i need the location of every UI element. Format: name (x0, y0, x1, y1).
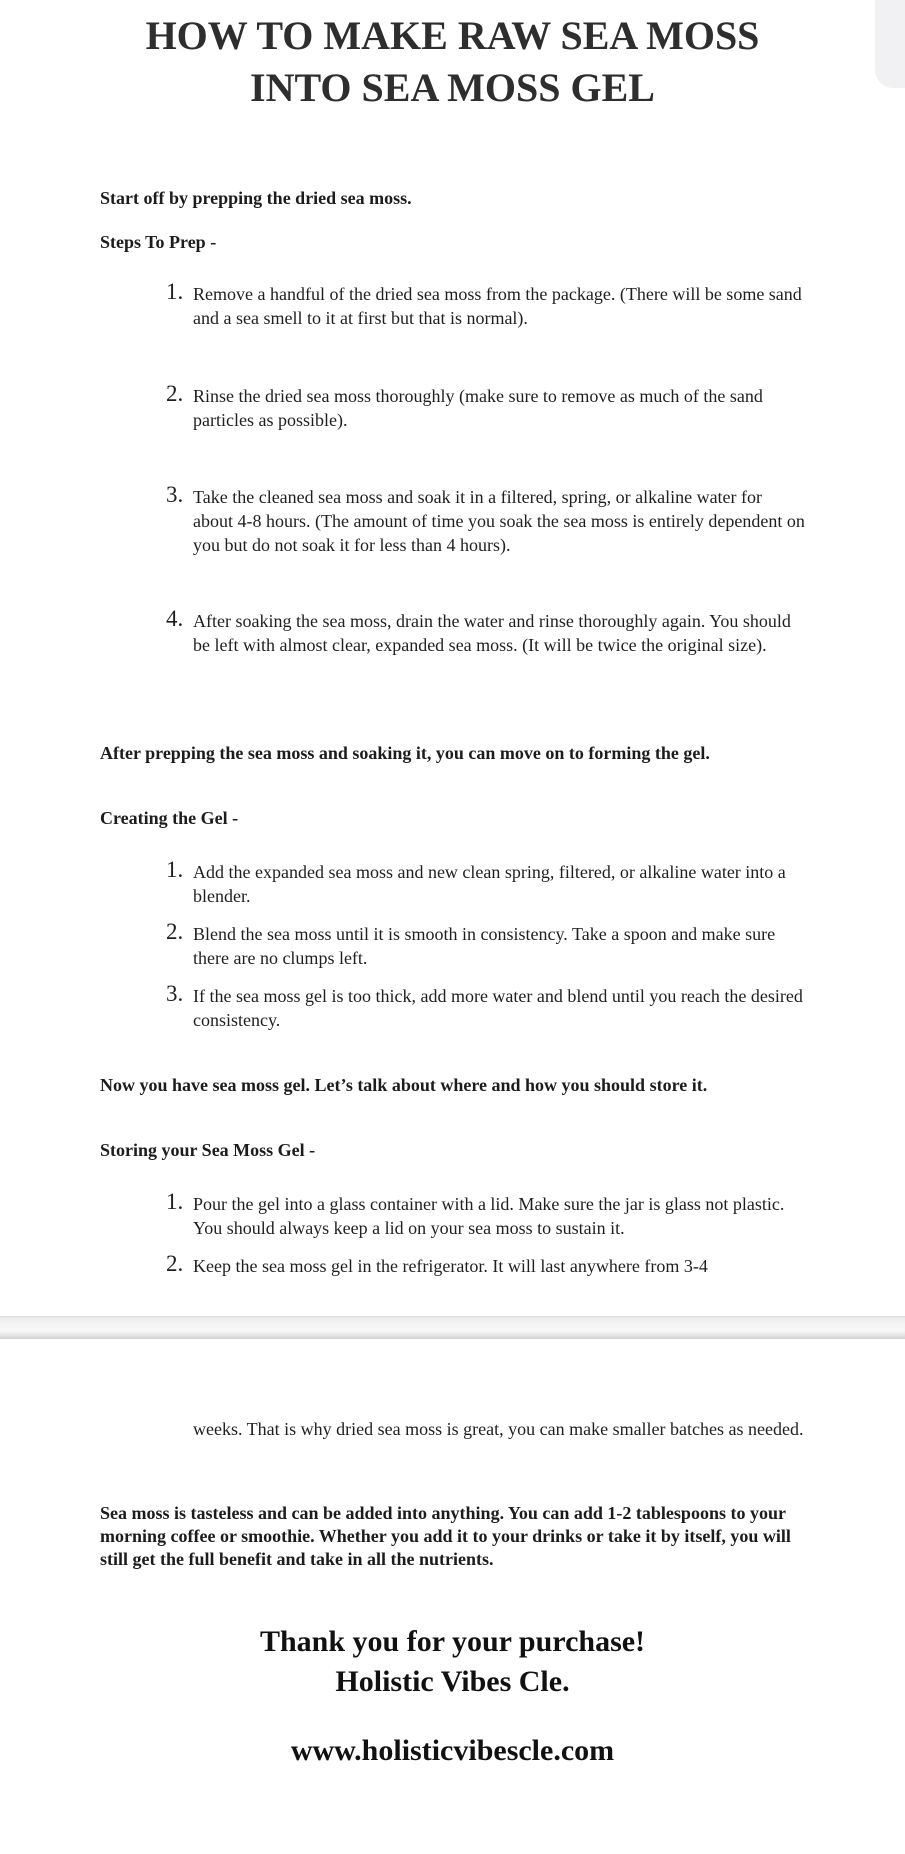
list-item (166, 606, 806, 657)
gel-heading: Creating the Gel - (100, 808, 239, 828)
list-item (166, 482, 806, 557)
list-item-text: Pour the gel into a glass container with a lid. Make sure the jar is glass not plastic. You should always keep a lid on your sea moss to sustain it. (193, 1194, 785, 1238)
list-item-text: If the sea moss gel is too thick, add more water and blend until you reach the desired consistency. (193, 986, 803, 1030)
list-item-text: Remove a handful of the dried sea moss from the package. (There will be some sand and a sea smell to it at first but that is normal). (193, 284, 802, 328)
page-title (0, 10, 905, 114)
list-item-continuation: weeks. That is why dried sea moss is great, you can make smaller batches as needed. (193, 1419, 804, 1439)
list-item (166, 919, 806, 970)
brand-name: Holistic Vibes Cle. (335, 1665, 570, 1698)
list-item-text: Add the expanded sea moss and new clean spring, filtered, or alkaline water into a blender. (193, 862, 786, 906)
list-number: 3. (166, 482, 184, 507)
list-number: 1. (166, 279, 184, 304)
list-item-text: Blend the sea moss until it is smooth in consistency. Take a spoon and make sure there are no clumps left. (193, 924, 776, 968)
list-number: 2. (166, 919, 184, 944)
list-number: 1. (166, 857, 184, 882)
list-number: 4. (166, 606, 184, 631)
thank-you-text: Thank you for your purchase! (259, 1625, 646, 1658)
transition-text: After prepping the sea moss and soaking it, you can move on to forming the gel. (100, 743, 710, 763)
closing-paragraph: Sea moss is tasteless and can be added into anything. You can add 1-2 tablespoons to your morning coffee or smoothie. Whether you add it to your drinks or take it by itself, you will still get the full benefit and take in all the nutrients. (100, 1503, 791, 1569)
list-item (166, 1189, 806, 1240)
list-number: 2. (166, 1251, 184, 1276)
transition-text: Now you have sea moss gel. Let’s talk about where and how you should store it. (100, 1075, 708, 1095)
list-item (166, 1251, 806, 1278)
list-item (166, 857, 806, 908)
list-item (166, 279, 806, 330)
storing-heading: Storing your Sea Moss Gel - (100, 1140, 316, 1160)
page-break-divider (0, 1316, 905, 1339)
list-item (166, 381, 806, 432)
list-number: 3. (166, 981, 184, 1006)
title-line-1: HOW TO MAKE RAW SEA MOSS (145, 13, 760, 58)
list-item (166, 981, 806, 1032)
list-item-text: After soaking the sea moss, drain the water and rinse thoroughly again. You should be left with almost clear, expanded sea moss. (It will be twice the original size). (193, 611, 791, 655)
list-item-text: Take the cleaned sea moss and soak it in a filtered, spring, or alkaline water for about 4-8 hours. (The amount of time you soak the sea moss is entirely dependent on you but do not soak it for less than 4 hours). (193, 487, 805, 555)
list-item-text: Keep the sea moss gel in the refrigerator. It will last anywhere from 3-4 (193, 1256, 708, 1276)
list-item-text: Rinse the dried sea moss thoroughly (make sure to remove as much of the sand particles as possible). (193, 386, 763, 430)
intro-text: Start off by prepping the dried sea moss. (100, 188, 412, 208)
website-link[interactable]: www.holisticvibescle.com (290, 1734, 615, 1767)
title-line-2: INTO SEA MOSS GEL (250, 65, 655, 110)
list-number: 1. (166, 1189, 184, 1214)
list-number: 2. (166, 381, 184, 406)
prep-heading: Steps To Prep - (100, 232, 217, 252)
thank-you-block (0, 1622, 905, 1702)
